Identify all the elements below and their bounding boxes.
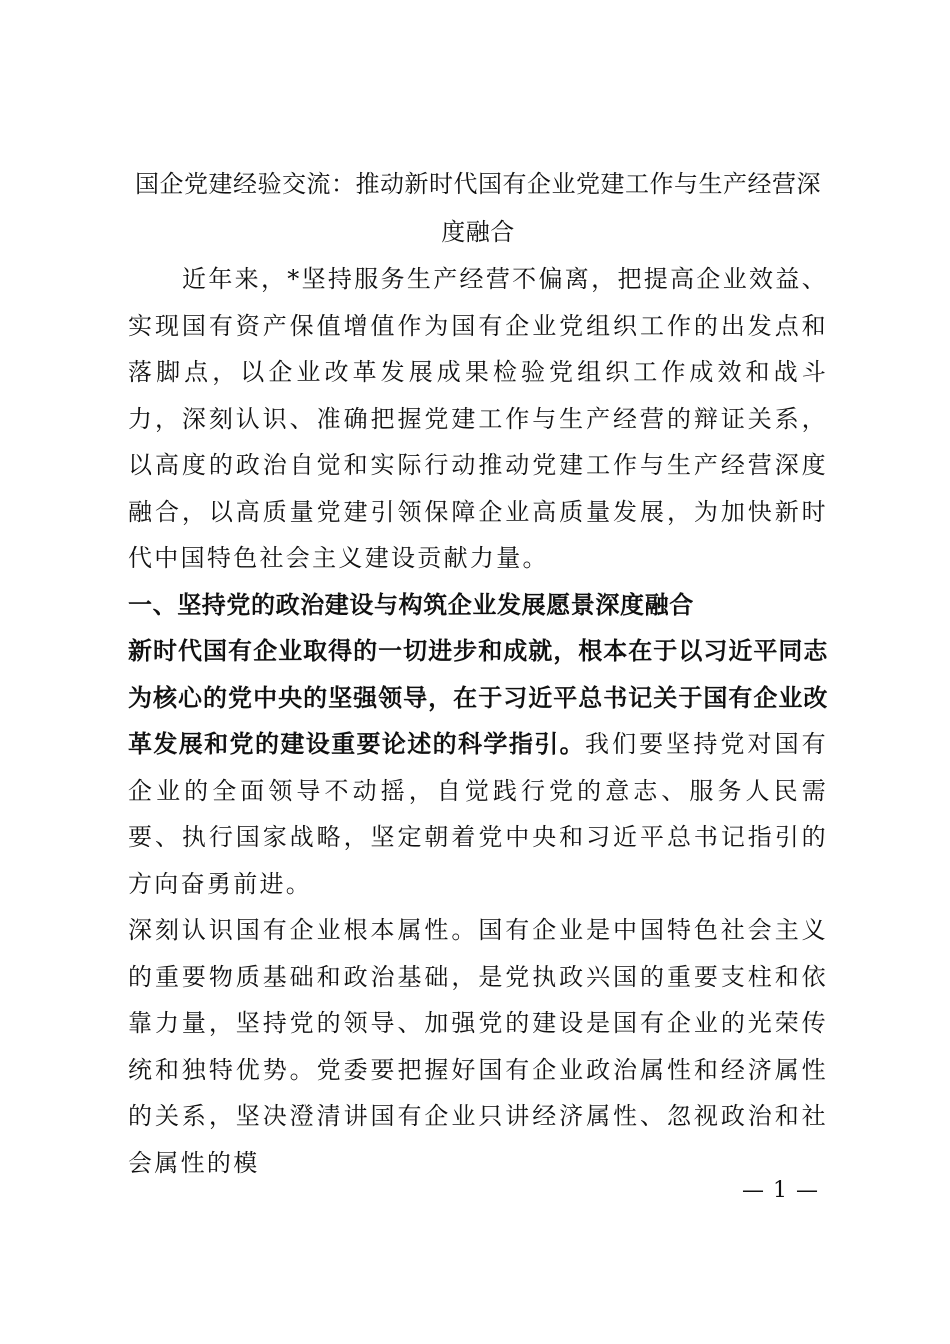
document-title: 国企党建经验交流：推动新时代国有企业党建工作与生产经营深度融合: [135, 170, 821, 246]
intro-paragraph: 近年来，*坚持服务生产经营不偏离，把提高企业效益、实现国有资产保值增值作为国有企业党组织工作的出发点和落脚点，以企业改革发展成果检验党组织工作成效和战斗力，深刻认识、准确把握党建工作与生产经营的辩证关系，以高度的政治自觉和实际行动推动党建工作与生产经营深度融合，以高质量党建引领保障企业高质量发展，为加快新时代中国特色社会主义建设贡献力量。: [128, 265, 828, 572]
section-lead-rest: 我们要坚持党对国有企业的全面领导不动摇，自觉践行党的意志、服务人民需要、执行国家战略，坚定朝着党中央和习近平总书记指引的方向奋勇前进。: [128, 730, 828, 898]
section-heading: 一、坚持党的政治建设与构筑企业发展愿景深度融合: [128, 590, 694, 619]
section-lead-paragraph: [128, 628, 828, 907]
section-paragraph: 深刻认识国有企业根本属性。国有企业是中国特色社会主义的重要物质基础和政治基础，是党执政兴国的重要支柱和依靠力量，坚持党的领导、加强党的建设是国有企业的光荣传统和独特优势。党委要把握好国有企业政治属性和经济属性的关系，坚决澄清讲国有企业只讲经济属性、忽视政治和社会属性的模: [128, 916, 828, 1177]
page-number: — 1 —: [742, 1178, 819, 1203]
document-body: [128, 160, 828, 1186]
section-lead-bold: 新时代国有企业取得的一切进步和成就，根本在于以习近平同志为核心的党中央的坚强领导，在于习近平总书记关于国有企业改革发展和党的建设重要论述的科学指引。: [128, 637, 828, 758]
